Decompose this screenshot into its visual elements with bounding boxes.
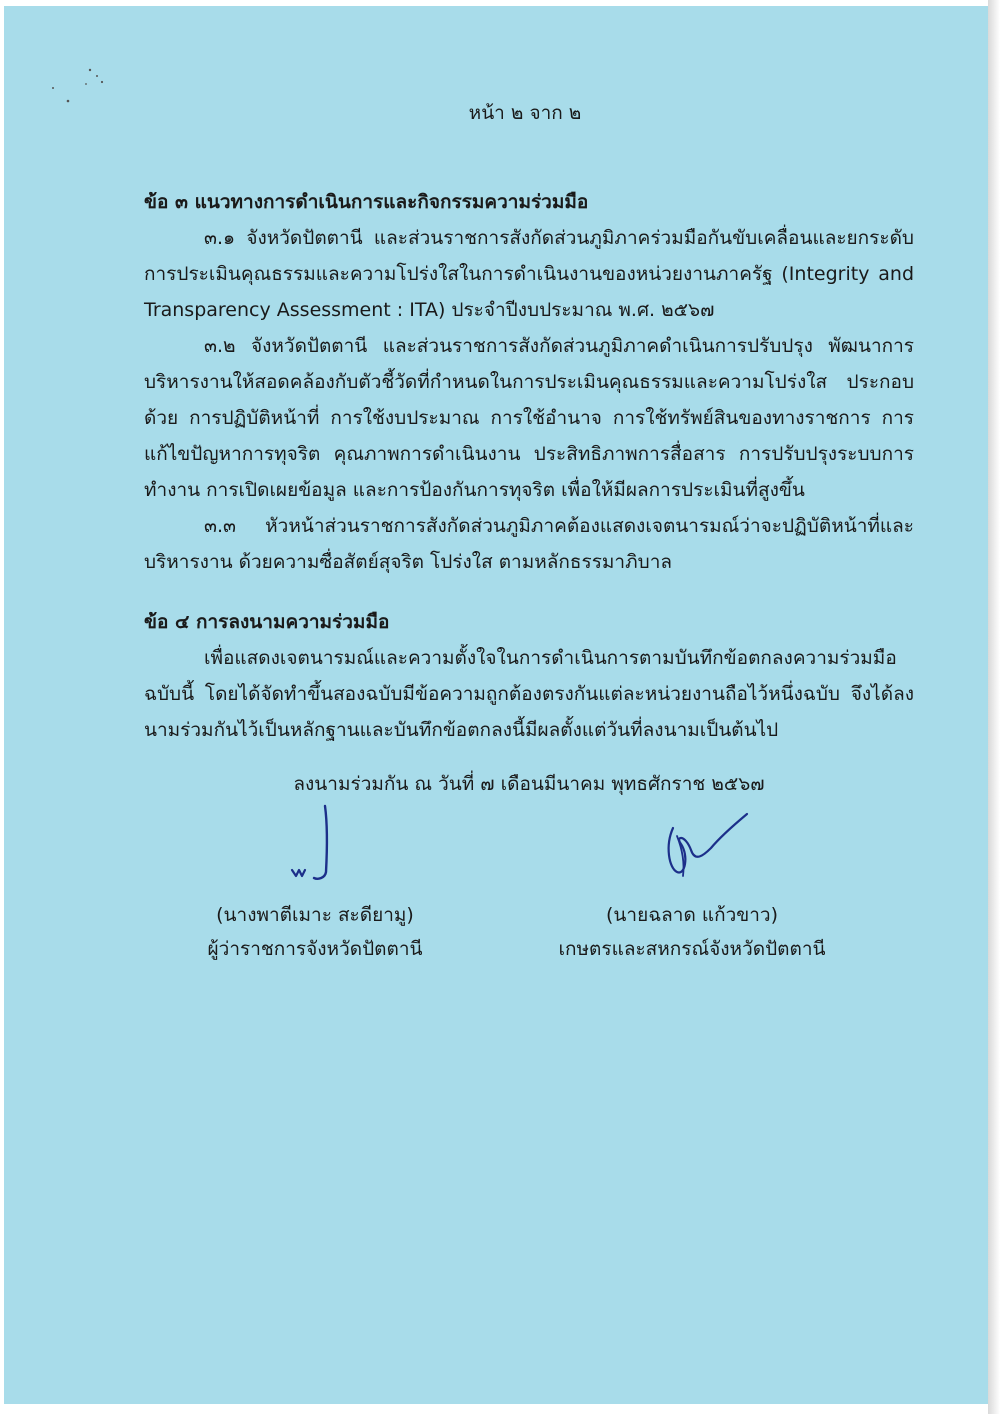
right-signatory-name: (นายฉลาด แก้วขาว) (606, 904, 778, 926)
left-signatory-name: (นางพาตีเมาะ สะดียามู) (216, 904, 414, 926)
section-3-item-2: ๓.๒ จังหวัดปัตตานี และส่วนราชการสังกัดส่วนภูมิภาคดำเนินการปรับปรุง พัฒนาการบริหารงานให้สอดคล้องกับตัวชี้วัดที่กำหนดในการประเมินคุณธรรมและความโปร่งใส ประกอบด้วย การปฏิบัติหน้าที่ การใช้งบประมาณ การใช้อำนาจ การใช้ทรัพย์สินของทางราชการ การแก้ไขปัญหาการทุจริต คุณภาพการดำเนินงาน ประสิทธิภาพการสื่อสาร การปรับปรุงระบบการทำงาน การเปิดเผยข้อมูล และการป้องกันการทุจริต เพื่อให้มีผลการประเมินที่สูงขึ้น (144, 335, 914, 501)
section-3-item-1: ๓.๑ จังหวัดปัตตานี และส่วนราชการสังกัดส่วนภูมิภาคร่วมมือกันขับเคลื่อนและยกระดับการประเมินคุณธรรมและความโปร่งใสในการดำเนินงานของหน่วยงานภาครัฐ (Integrity and Transparency Assessment : ITA) ประจำปีงบประมาณ พ.ศ. ๒๕๖๗ (144, 227, 914, 321)
section-4-body: เพื่อแสดงเจตนารมณ์และความตั้งใจในการดำเนินการตามบันทึกข้อตกลงความร่วมมือฉบับนี้ โดยได้จัดทำขึ้นสองฉบับมีข้อความถูกต้องตรงกันแต่ละหน่วยงานถือไว้หนึ่งฉบับ จึงได้ลงนามร่วมกันไว้เป็นหลักฐานและบันทึกข้อตกลงนี้มีผลตั้งแต่วันที่ลงนามเป็นต้นไป (144, 647, 914, 741)
document-body (144, 184, 914, 802)
section-3-item-3: ๓.๓ หัวหน้าส่วนราชการสังกัดส่วนภูมิภาคต้องแสดงเจตนารมณ์ว่าจะปฏิบัติหน้าที่และบริหารงาน ด้วยความซื่อสัตย์สุจริต โปร่งใส ตามหลักธรรมาภิบาล (144, 515, 914, 573)
right-signatory (522, 898, 862, 966)
left-signature (280, 798, 360, 888)
left-signatory (145, 898, 485, 966)
signing-date: ลงนามร่วมกัน ณ วันที่ ๗ เดือนมีนาคม พุทธศักราช ๒๕๖๗ (293, 773, 765, 795)
page-number: หน้า ๒ จาก ๒ (468, 102, 582, 124)
left-signatory-title: ผู้ว่าราชการจังหวัดปัตตานี (207, 938, 423, 960)
section-4-heading: ข้อ ๔ การลงนามความร่วมมือ (144, 611, 390, 633)
right-signature (655, 806, 755, 886)
section-spacer (144, 580, 914, 604)
scan-edge (988, 0, 1000, 1414)
section-3-heading: ข้อ ๓ แนวทางการดำเนินการและกิจกรรมความร่วมมือ (144, 191, 589, 213)
right-signatory-title: เกษตรและสหกรณ์จังหวัดปัตตานี (558, 938, 826, 960)
